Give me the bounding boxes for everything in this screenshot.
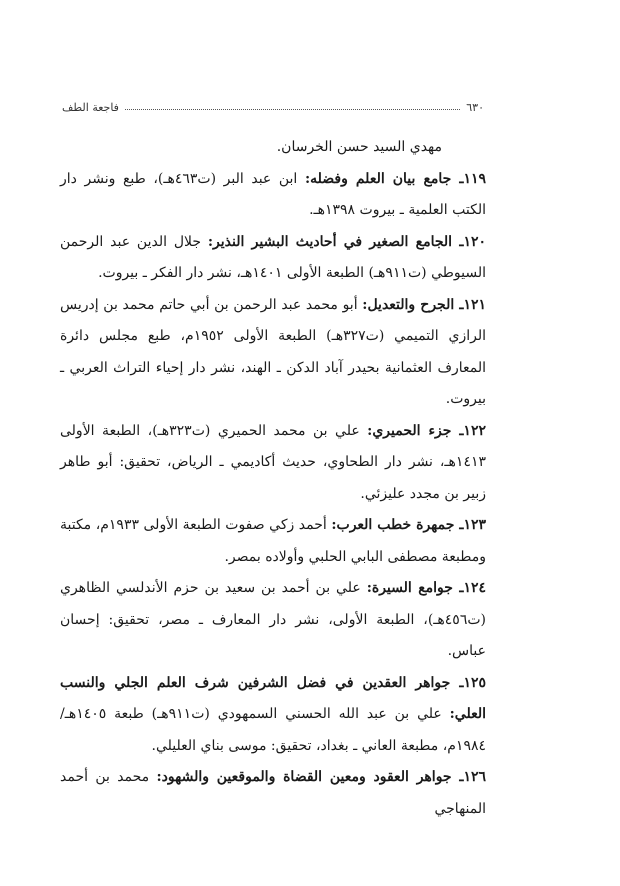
entry-title: ١٢٤ـ جوامع السيرة: — [366, 580, 486, 596]
entry-details: علي بن عبد الله الحسني السمهودي (ت٩١١هـ) طبعة ١٤٠٥هـ/ ١٩٨٤م، مطبعة العاني ـ بغداد، تحقيق: موسى بناي العليلي. — [60, 706, 486, 754]
entry-title: ١٢٦ـ جواهر العقود ومعين القضاة والموقعين والشهود: — [156, 769, 486, 785]
continuation-line: مهدي السيد حسن الخرسان. — [276, 139, 442, 155]
bibliography-list — [60, 132, 486, 825]
dotted-leader — [125, 109, 460, 110]
entry-details: أبو محمد عبد الرحمن بن أبي حاتم محمد بن إدريس الرازي التميمي (ت٣٢٧هـ) الطبعة الأولى ١٩٥٢م، طبع مجلس دائرة المعارف العثمانية بحيدر آباد الدكن ـ الهند، نشر دار إحياء التراث العربي ـ بيروت. — [60, 296, 486, 407]
entry-title: ١٢٢ـ جزء الحميري: — [367, 422, 486, 439]
bibliography-entry-126 — [60, 762, 486, 825]
bibliography-entry-124 — [60, 573, 486, 668]
bibliography-entry-121 — [60, 290, 486, 416]
page-number: ٦٣٠ — [466, 100, 484, 114]
entry-title: ١٢٠ـ الجامع الصغير في أحاديث البشير النذير: — [207, 233, 487, 250]
bibliography-entry-122 — [60, 416, 486, 511]
bibliography-entry-125 — [60, 668, 486, 763]
entry-details: جلال الدين عبد الرحمن السيوطي (ت٩١١هـ) الطبعة الأولى ١٤٠١هـ، نشر دار الفكر ـ بيروت. — [60, 233, 486, 281]
bibliography-entry-120 — [60, 227, 486, 290]
bibliography-entry-123 — [60, 510, 486, 573]
entry-details: علي بن أحمد بن سعيد بن حزم الأندلسي الظاهري (ت٤٥٦هـ)، الطبعة الأولى، نشر دار المعارف ـ مصر، تحقيق: إحسان عباس. — [60, 580, 486, 659]
entry-title: ١٢٥ـ جواهر العقدين في فضل الشرفين شرف العلم الجلي والنسب العلي: — [60, 674, 486, 722]
entry-details: أحمد زكي صفوت الطبعة الأولى ١٩٣٣م، مكتبة ومطبعة مصطفى البابي الحلبي وأولاده بمصر. — [60, 517, 486, 565]
entry-title: ١٢٣ـ جمهرة خطب العرب: — [331, 517, 487, 533]
entry-title: ١٢١ـ الجرح والتعديل: — [362, 296, 487, 313]
entry-details: محمد بن أحمد المنهاجي — [60, 769, 486, 817]
bibliography-entry-119 — [60, 164, 486, 227]
running-header — [62, 96, 484, 118]
entry-details: علي بن محمد الحميري (ت٣٢٣هـ)، الطبعة الأولى ١٤١٣هـ، نشر دار الطحاوي، حديث أكاديمي ـ الرياض، تحقيق: أبو طاهر زبير بن مجدد عليزئي. — [60, 422, 486, 502]
entry-details: ابن عبد البر (ت٤٦٣هـ)، طبع ونشر دار الكتب العلمية ـ بيروت ١٣٩٨هـ. — [60, 170, 486, 218]
running-title: فاجعة الطف — [62, 100, 119, 114]
entry-title: ١١٩ـ جامع بيان العلم وفضله: — [304, 170, 487, 187]
